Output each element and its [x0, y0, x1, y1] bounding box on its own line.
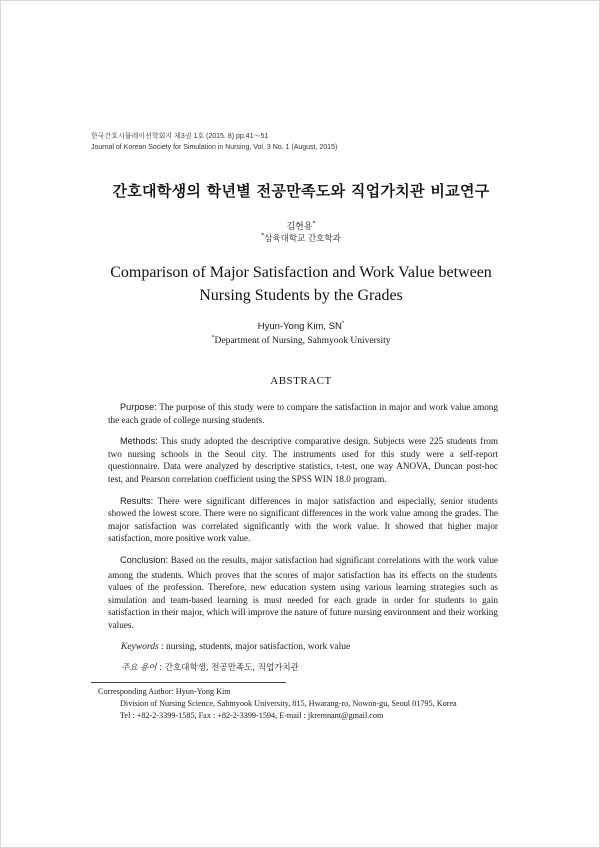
methods-text: This study adopted the descriptive comparative design. Subjects were 225 students from two nursing schools in the Seoul city. The instruments used for this study were a self-report questionnaire. Data were analyzed by descriptive statistics, t-test, one way ANOVA, Duncan post-hoc test, and Pearson correlation coefficient using the SPSS WIN 18.0 program. — [108, 436, 498, 484]
affil-en-mark: * — [211, 335, 215, 341]
abstract-results — [108, 495, 498, 545]
results-text: There were significant differences in major satisfaction and especially, senior students showed the lowest score. There were no significant differences in the work value among the grades. The major satisfaction was correlated significantly with the work value. It showed that higher major satisfaction, more positive work value. — [108, 495, 498, 544]
title-korean: 간호대학생의 학년별 전공만족도와 직업가치관 비교연구 — [112, 182, 490, 200]
purpose-text: The purpose of this study were to compare the satisfaction in major and work value among the each grade of college nursing students. — [108, 402, 498, 425]
author-english — [1, 321, 600, 332]
keywords-korean — [121, 661, 501, 673]
purpose-label: Purpose: — [120, 402, 157, 412]
abstract-methods — [108, 435, 498, 485]
author-korean — [1, 219, 600, 232]
keywords-label: Keywords — [121, 642, 159, 652]
conclusion-label: Conclusion: — [120, 554, 169, 565]
conclusion-text-after: values of the profession. Therefore, new education system using various learning strategies such as simulation and team-based learning is must needed for each grade in order for students to gain satisfaction in their major, which will improve the nature of future nursing environment and their working values. — [108, 582, 498, 630]
affil-en-text: Department of Nursing, Sahmyook University — [214, 336, 391, 347]
abstract-purpose — [108, 401, 498, 426]
footnote-divider — [91, 682, 286, 683]
title-english — [61, 261, 541, 307]
methods-label: Methods: — [120, 436, 158, 447]
conclusion-text-before: Based on the results, major satisfaction had significant correlations with the work value among the students. Which proves that the scores of major satisfaction has its effects on the students — [108, 554, 498, 580]
affil-ko-mark: * — [261, 232, 265, 240]
author-en-name: Hyun-Yong Kim, SN — [257, 321, 342, 333]
keywords-english — [121, 642, 501, 652]
author-en-mark: * — [341, 321, 345, 327]
journal-header — [91, 131, 337, 153]
journal-header-ko: 한국간호시뮬레이션학회지 제3권 1호 (2015. 8) pp.41～51 — [91, 133, 269, 140]
affil-ko-text: 삼육대학교 간호학과 — [264, 234, 341, 244]
keywords-ko-text: : 간호대학생, 전공만족도, 직업가치관 — [156, 663, 299, 673]
affiliation-english — [1, 335, 600, 346]
abstract-body — [108, 401, 498, 641]
conclusion-mark: ' — [496, 569, 498, 576]
author-ko-name: 김현용 — [286, 222, 313, 232]
corresponding-line-3: Tel : +82-2-3399-1585, Fax : +82-2-3399-1594, E-mail : jkremnant@gmail.com — [120, 711, 384, 720]
keywords-text: : nursing, students, major satisfaction, work value — [158, 642, 351, 652]
corresponding-line-2: Division of Nursing Science, Sahmyook University, 815, Hwarang-ro, Nowon-gu, Seoul 01795, Korea — [120, 699, 457, 708]
keywords-ko-label: 주요 용어 — [121, 663, 157, 673]
title-en-line-1: Comparison of Major Satisfaction and Work Value between — [110, 264, 492, 281]
affiliation-korean — [1, 232, 600, 244]
abstract-conclusion — [108, 554, 498, 632]
corresponding-author-block — [98, 686, 518, 722]
abstract-heading: ABSTRACT — [270, 375, 332, 387]
corresponding-line-1: Corresponding Author: Hyun-Yong Kim — [98, 687, 231, 696]
journal-header-en: Journal of Korean Society for Simulation in Nursing, Vol. 3 No. 1 (August, 2015) — [91, 144, 338, 151]
author-ko-mark: * — [312, 220, 316, 227]
title-en-line-2: Nursing Students by the Grades — [199, 287, 403, 304]
results-label: Results: — [120, 495, 154, 506]
